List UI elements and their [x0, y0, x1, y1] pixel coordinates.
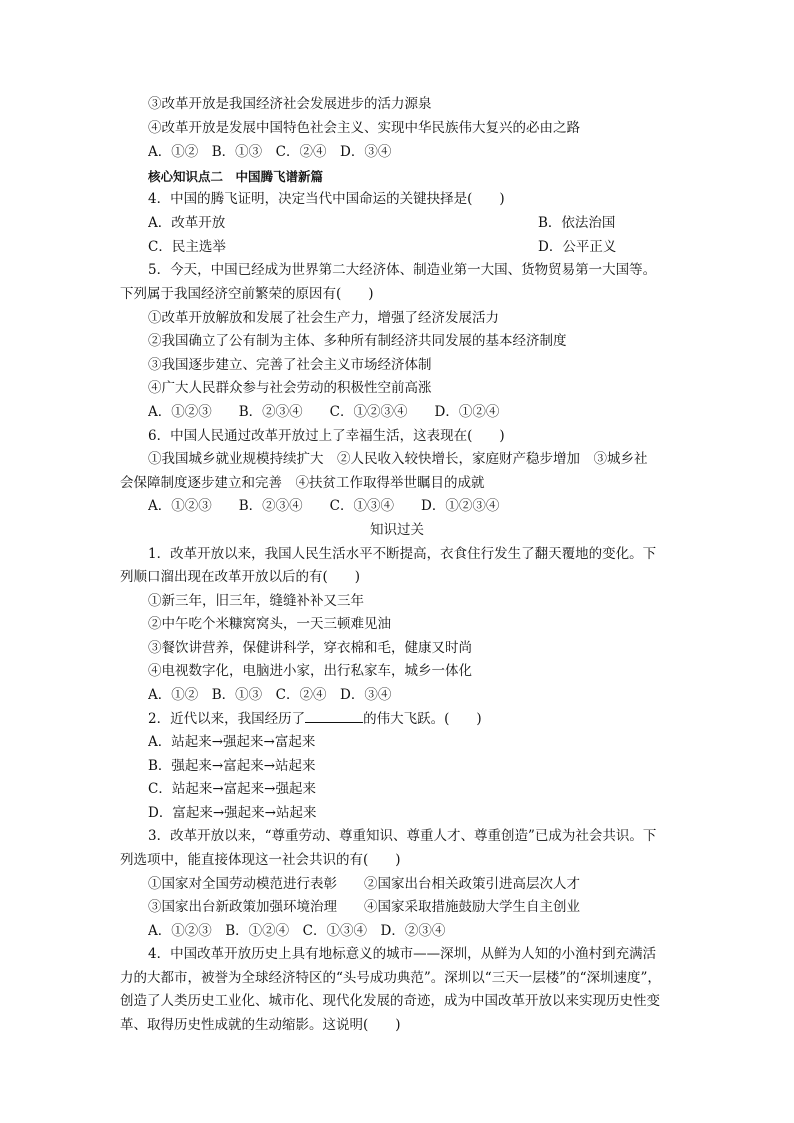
choice-d: D．富起来→强起来→站起来 [148, 805, 317, 821]
option-line: ③国家出台新政策加强环境治理 ④国家采取措施鼓励大学生自主创业 [148, 899, 580, 915]
section-heading: 核心知识点二 中国腾飞谱新篇 [148, 169, 324, 184]
option-line: ③我国逐步建立、完善了社会主义市场经济体制 [148, 357, 432, 373]
question-2-text: 2．近代以来，我国经历了 [148, 711, 306, 727]
option-line: ②中午吃个米糠窝窝头，一天三顿难见油 [148, 616, 391, 632]
option-line: ①国家对全国劳动模范进行表彰 ②国家出台相关政策引进高层次人才 [148, 876, 580, 892]
question-4b-cont: 力的大都市，被誉为全球经济特区的“头号成功典范”。深圳以“三天一层楼”的“深圳速度”， [120, 970, 661, 986]
question-4b: 4．中国改革开放历史上具有地标意义的城市——深圳，从鲜为人知的小渔村到充满活 [148, 946, 657, 962]
question-3-cont: 列选项中，能直接体现这一社会共识的有( ) [120, 852, 401, 868]
question-1: 1．改革开放以来，我国人民生活水平不断提高，衣食住行发生了翻天覆地的变化。下 [148, 546, 657, 562]
answer-choices: A．①②③ B．②③④ C．①②③④ D．①②④ [148, 404, 500, 420]
option-line: ②我国确立了公有制为主体、多种所有制经济共同发展的基本经济制度 [148, 333, 567, 349]
choice-a: A．站起来→强起来→富起来 [148, 734, 316, 750]
option-line: 会保障制度逐步建立和完善 ④扶贫工作取得举世瞩目的成就 [120, 475, 485, 491]
question-3: 3．改革开放以来，“尊重劳动、尊重知识、尊重人才、尊重创造”已成为社会共识。下 [148, 828, 657, 844]
answer-row [148, 212, 668, 235]
option-line: ①新三年，旧三年，缝缝补补又三年 [148, 593, 364, 609]
question-2 [148, 708, 708, 731]
option-line: ①我国城乡就业规模持续扩大 ②人民收入较快增长，家庭财产稳步增加 ③城乡社 [148, 451, 648, 467]
option-line: ④广大人民群众参与社会劳动的积极性空前高涨 [148, 380, 432, 396]
option-line: ③餐饮讲营养，保健讲科学，穿衣棉和毛，健康又时尚 [148, 640, 472, 656]
choice-b: B．强起来→富起来→站起来 [148, 758, 316, 774]
question-2-text-end: 的伟大飞跃。( ) [363, 711, 482, 727]
option-line: ①改革开放解放和发展了社会生产力，增强了经济发展活力 [148, 310, 499, 326]
option-line: ④电视数字化，电脑进小家，出行私家车，城乡一体化 [148, 663, 472, 679]
question-4: 4．中国的腾飞证明，决定当代中国命运的关键抉择是( ) [148, 191, 505, 207]
choice-a: A．改革开放 [148, 215, 226, 231]
question-5-cont: 下列属于我国经济空前繁荣的原因有( ) [120, 286, 374, 302]
answer-choices: A．①② B．①③ C．②④ D．③④ [148, 687, 392, 703]
option-line: ③改革开放是我国经济社会发展进步的活力源泉 [148, 96, 432, 112]
question-5: 5．今天，中国已经成为世界第二大经济体、制造业第一大国、货物贸易第一大国等。 [148, 262, 657, 278]
answer-choices: A．①② B．①③ C．②④ D．③④ [148, 144, 392, 160]
answer-choices: A．①②③ B．①②④ C．①③④ D．②③④ [148, 923, 446, 939]
answer-blank [305, 708, 363, 723]
choice-b: B．依法治国 [538, 215, 616, 231]
question-4b-cont: 创造了人类历史工业化、城市化、现代化发展的奇迹，成为中国改革开放以来实现历史性变 [120, 993, 660, 1009]
question-4b-cont: 革、取得历史性成就的生动缩影。这说明( ) [120, 1017, 401, 1033]
choice-c: C．站起来→富起来→强起来 [148, 781, 316, 797]
choice-c: C．民主选举 [148, 239, 226, 255]
answer-row [148, 236, 668, 259]
choice-d: D．公平正义 [538, 239, 617, 255]
question-6: 6．中国人民通过改革开放过上了幸福生活，这表现在( ) [148, 428, 505, 444]
option-line: ④改革开放是发展中国特色社会主义、实现中华民族伟大复兴的必由之路 [148, 120, 580, 136]
section-title: 知识过关 [370, 522, 424, 538]
question-1-cont: 列顺口溜出现在改革开放以后的有( ) [120, 569, 361, 585]
answer-choices: A．①②③ B．②③④ C．①③④ D．①②③④ [148, 498, 500, 514]
